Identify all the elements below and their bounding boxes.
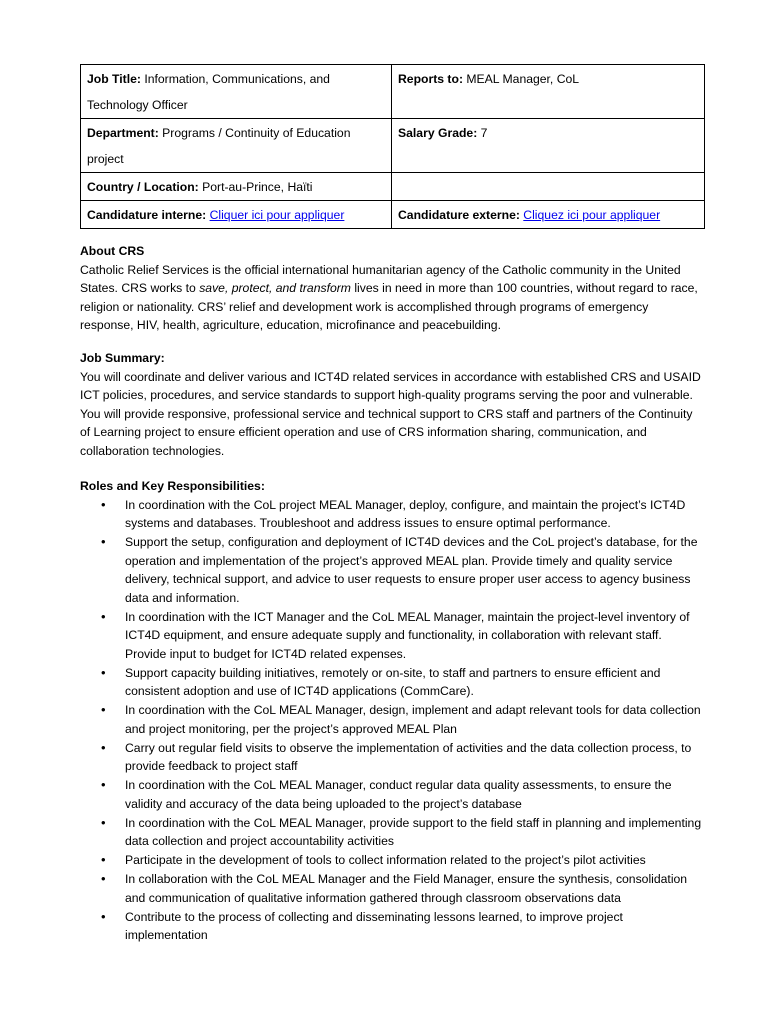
- about-text-em: save, protect, and transform: [199, 281, 351, 295]
- list-item-text: Support capacity building initiatives, remotely or on-site, to staff and partners to ensure efficient and consistent adoption and use of ICT4D applications (CommCare).: [125, 665, 661, 698]
- list-item: [80, 739, 704, 776]
- bullet-icon: •: [101, 814, 106, 830]
- summary-heading: Job Summary:: [80, 351, 165, 365]
- bullet-icon: •: [101, 664, 106, 680]
- list-item-text: Carry out regular field visits to observe the implementation of activities and the data collection process, to provide feedback to project staff: [125, 740, 692, 773]
- list-item-text: In coordination with the CoL MEAL Manager, design, implement and adapt relevant tools for data collection and project monitoring, per the project’s approved MEAL Plan: [125, 703, 701, 736]
- external-application-cell: [392, 201, 705, 229]
- list-item: [80, 608, 704, 664]
- list-item-text: In coordination with the CoL MEAL Manager, provide support to the field staff in planning and implementing data collection and project accountability activities: [125, 815, 702, 848]
- list-item-text: Contribute to the process of collecting and disseminating lessons learned, to improve project implementation: [125, 909, 623, 942]
- list-item-text: In coordination with the CoL project MEAL Manager, deploy, configure, and maintain the project’s ICT4D systems and databases. Troubleshoot and address issues to ensure optimal performance.: [125, 497, 686, 530]
- list-item: [80, 496, 704, 533]
- internal-application-label: Candidature interne:: [87, 208, 207, 222]
- about-heading: About CRS: [80, 244, 145, 258]
- department-label: Department:: [87, 126, 159, 140]
- empty-cell: [392, 173, 705, 201]
- reports-to-label: Reports to:: [398, 72, 463, 86]
- bullet-icon: •: [101, 852, 106, 867]
- salary-grade-value: 7: [477, 126, 488, 140]
- list-item: [80, 664, 704, 701]
- internal-application-cell: [81, 201, 392, 229]
- bullet-icon: •: [101, 702, 106, 717]
- roles-heading: Roles and Key Responsibilities:: [80, 479, 265, 493]
- job-title-cell: [81, 65, 392, 119]
- list-item-text: In coordination with the CoL MEAL Manager, conduct regular data quality assessments, to ensure the validity and accuracy of the data being uploaded to the project’s database: [125, 778, 672, 811]
- summary-section: [80, 349, 704, 460]
- list-item: [80, 533, 704, 607]
- job-title-value: Information, Communications, and Technology Officer: [87, 72, 330, 112]
- list-item-text: Participate in the development of tools to collect information related to the project’s pilot activities: [125, 853, 646, 867]
- about-section: [80, 242, 704, 335]
- summary-paragraph: You will coordinate and deliver various and ICT4D related services in accordance with established CRS and USAID ICT policies, procedures, and service standards to support high-quality programs serving the poor and vulnerable. You will provide responsive, professional service and technical support to CRS staff and partners of the Continuity of Learning project to ensure efficient operation and use of CRS information sharing, communication, and collaboration technologies.: [80, 369, 701, 458]
- list-item-text: In coordination with the ICT Manager and the CoL MEAL Manager, maintain the project-level inventory of ICT4D equipment, and ensure adequate supply and functionality, in collaboration with relevant staff. Provide input to budget for ICT4D related expenses.: [125, 609, 690, 661]
- bullet-icon: •: [101, 739, 106, 755]
- internal-apply-link[interactable]: Cliquer ici pour appliquer: [209, 208, 345, 222]
- department-cell: [81, 119, 392, 173]
- list-item: [80, 870, 704, 907]
- country-value: Port-au-Prince, Haïti: [198, 180, 313, 194]
- salary-grade-label: Salary Grade:: [398, 126, 478, 140]
- external-apply-link[interactable]: Cliquez ici pour appliquer: [523, 208, 661, 222]
- country-cell: [81, 173, 392, 201]
- list-item: [80, 908, 704, 945]
- list-item: [80, 776, 704, 813]
- bullet-icon: •: [101, 908, 106, 924]
- bullet-icon: •: [101, 777, 106, 792]
- list-item: [80, 701, 704, 738]
- salary-grade-cell: [392, 119, 705, 173]
- about-text-b: lives in need in more than 100 countries, without regard to race, religion or nationality. CRS’ relief and development work is accomplished through programs of emergency response, HIV, health, agriculture, education, microfinance and peacebuilding.: [80, 281, 698, 332]
- bullet-icon: •: [101, 871, 106, 886]
- country-label: Country / Location:: [87, 180, 199, 194]
- list-item: [80, 814, 704, 851]
- department-value: Programs / Continuity of Education project: [87, 126, 351, 166]
- list-item: [80, 851, 704, 870]
- list-item-text: In collaboration with the CoL MEAL Manager and the Field Manager, ensure the synthesis, consolidation and communication of qualitative information gathered through classroom observations data: [125, 872, 688, 905]
- external-application-label: Candidature externe:: [398, 208, 520, 222]
- about-text-a: Catholic Relief Services is the official international humanitarian agency of the Catholic community in the United States. CRS works to: [80, 262, 681, 295]
- job-info-table: [80, 64, 705, 229]
- bullet-icon: •: [101, 496, 106, 512]
- bullet-icon: •: [101, 534, 106, 549]
- reports-to-cell: [392, 65, 705, 119]
- list-item-text: Support the setup, configuration and deployment of ICT4D devices and the CoL project’s database, for the operation and implementation of the project’s approved MEAL plan. Provide timely and quality service delivery, technical support, and advice to user requests to ensure proper user access to agency business data and information.: [125, 535, 698, 605]
- job-title-label: Job Title:: [87, 72, 141, 86]
- responsibilities-list: [80, 496, 704, 945]
- about-paragraph: [80, 261, 704, 335]
- roles-section: [80, 477, 704, 945]
- bullet-icon: •: [101, 608, 106, 624]
- reports-to-value: MEAL Manager, CoL: [463, 72, 580, 86]
